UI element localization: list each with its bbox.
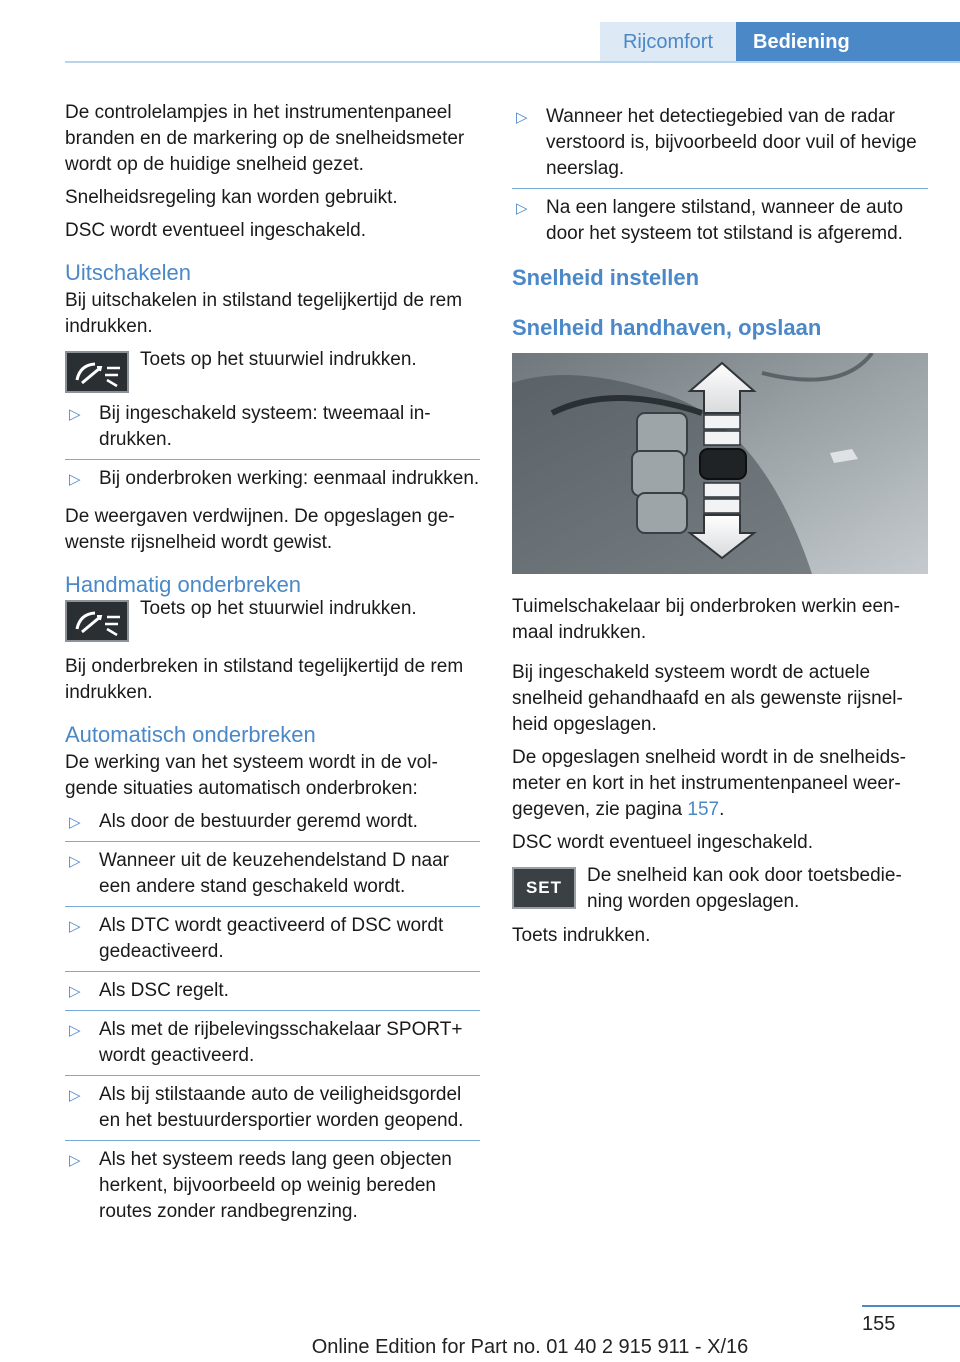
triangle-bullet-icon: ▷ xyxy=(69,1087,81,1104)
list-item-text: Na een langere stilstand, wanneer de auto door het systeem tot stilstand is afgeremd. xyxy=(546,197,904,244)
list-item xyxy=(512,104,928,189)
intro-paragraph-1: De controlelampjes in het instrumentenpaneel branden en de markering op de snelheidsmeter wordt op de huidige snelheid gezet. xyxy=(65,102,465,175)
triangle-bullet-icon: ▷ xyxy=(69,406,81,423)
automatisch-bullet-list xyxy=(65,809,480,1231)
list-item xyxy=(65,978,480,1011)
uitschakelen-bullet-list xyxy=(65,401,480,498)
list-item-text: Als bij stilstaande auto de veiligheidsgordel en het bestuurdersportier worden geopend. xyxy=(99,1084,464,1131)
footer-edition: Online Edition for Part no. 01 40 2 915 911 - X/16 xyxy=(311,1336,749,1358)
right-paragraph-2-text: De opgeslagen snelheid wordt in de snelheidsmeter en kort in het instrumentenpaneel weergegeven, zie pagina xyxy=(512,747,906,820)
heading-snelheid-instellen: Snelheid instellen xyxy=(512,265,700,290)
handmatig-icon-text: Toets op het stuurwiel indrukken. xyxy=(140,598,417,619)
list-item-text: Bij ingeschakeld systeem: tweemaal indrukken. xyxy=(99,403,431,450)
list-item-text: Als het systeem reeds lang geen objecten herkent, bijvoorbeeld op weinig bereden routes zonder randbegrenzing. xyxy=(99,1149,452,1222)
uitschakelen-icon-text: Toets op het stuurwiel indrukken. xyxy=(140,349,417,370)
list-item xyxy=(65,848,480,907)
uitschakelen-after-text: De weergaven verdwijnen. De opgeslagen gewenste rijsnelheid wordt gewist. xyxy=(65,506,455,553)
automatisch-text: De werking van het systeem wordt in de volgende situaties automatisch onderbroken: xyxy=(65,752,438,799)
set-icon-row xyxy=(512,863,928,915)
steering-wheel-rocker-switch-photo xyxy=(512,353,928,574)
list-item-text: Wanneer uit de keuzehendelstand D naar een andere stand geschakeld wordt. xyxy=(99,850,449,897)
heading-automatisch: Automatisch onderbreken xyxy=(65,722,316,747)
right-column xyxy=(512,100,928,956)
heading-handmatig: Handmatig onderbreken xyxy=(65,572,302,597)
heading-uitschakelen: Uitschakelen xyxy=(65,260,191,285)
right-paragraph-3: DSC wordt eventueel ingeschakeld. xyxy=(512,832,814,853)
list-item-text: Bij onderbroken werking: eenmaal indrukken. xyxy=(99,468,480,489)
intro-paragraph-3: DSC wordt eventueel ingeschakeld. xyxy=(65,220,367,241)
triangle-bullet-icon: ▷ xyxy=(69,814,81,831)
list-item xyxy=(65,1017,480,1076)
page-number: 155 xyxy=(862,1313,896,1335)
page-reference-link[interactable]: 157 xyxy=(687,799,720,820)
list-item xyxy=(65,1082,480,1141)
triangle-bullet-icon: ▷ xyxy=(69,983,81,1000)
triangle-bullet-icon: ▷ xyxy=(69,918,81,935)
triangle-bullet-icon: ▷ xyxy=(69,471,81,488)
right-bullet-list xyxy=(512,104,928,253)
right-paragraph-2 xyxy=(512,745,928,823)
header-chapter-tab: Bediening xyxy=(736,22,960,62)
heading-snelheid-handhaven: Snelheid handhaven, opslaan xyxy=(512,315,822,340)
triangle-bullet-icon: ▷ xyxy=(516,109,528,126)
uitschakelen-text: Bij uitschakelen in stilstand tegelijkertijd de rem indrukken. xyxy=(65,290,463,337)
list-item-text: Als DTC wordt geactiveerd of DSC wordt gedeactiveerd. xyxy=(99,915,444,962)
list-item-text: Als door de bestuurder geremd wordt. xyxy=(99,811,418,832)
triangle-bullet-icon: ▷ xyxy=(69,1152,81,1169)
set-icon-text: De snelheid kan ook door toetsbediening worden opgeslagen. xyxy=(587,865,902,912)
list-item xyxy=(65,1147,480,1231)
handmatig-icon-row xyxy=(65,596,480,642)
right-paragraph-4: Toets indrukken. xyxy=(512,925,651,946)
handmatig-text: Bij onderbreken in stilstand tegelijkertijd de rem indrukken. xyxy=(65,656,464,703)
right-paragraph-1: Bij ingeschakeld systeem wordt de actuele snelheid gehandhaafd en als gewenste rijsnelheid opgeslagen. xyxy=(512,662,903,735)
list-item xyxy=(512,195,928,253)
triangle-bullet-icon: ▷ xyxy=(69,1022,81,1039)
list-item xyxy=(65,401,480,460)
photo-caption: Tuimelschakelaar bij onderbroken werkin eenmaal indrukken. xyxy=(512,596,900,643)
triangle-bullet-icon: ▷ xyxy=(69,853,81,870)
list-item xyxy=(65,913,480,972)
intro-paragraph-2: Snelheidsregeling kan worden gebruikt. xyxy=(65,187,398,208)
cruise-control-button-icon xyxy=(65,600,129,642)
uitschakelen-icon-row xyxy=(65,347,480,393)
list-item xyxy=(65,466,480,498)
header-section-tab: Rijcomfort xyxy=(600,22,736,62)
cruise-control-button-icon xyxy=(65,351,129,393)
right-paragraph-2-end: . xyxy=(719,799,725,820)
list-item-text: Wanneer het detectiegebied van de radar verstoord is, bijvoorbeeld door vuil of hevige neerslag. xyxy=(546,106,917,179)
page-number-rule xyxy=(862,1305,960,1307)
header-rule xyxy=(65,61,960,63)
list-item-text: Als DSC regelt. xyxy=(99,980,229,1001)
set-button-icon: SET xyxy=(512,867,576,909)
list-item xyxy=(65,809,480,842)
left-column xyxy=(65,100,480,1237)
triangle-bullet-icon: ▷ xyxy=(516,200,528,217)
list-item-text: Als met de rijbelevingsschakelaar SPORT+ wordt geactiveerd. xyxy=(99,1019,463,1066)
